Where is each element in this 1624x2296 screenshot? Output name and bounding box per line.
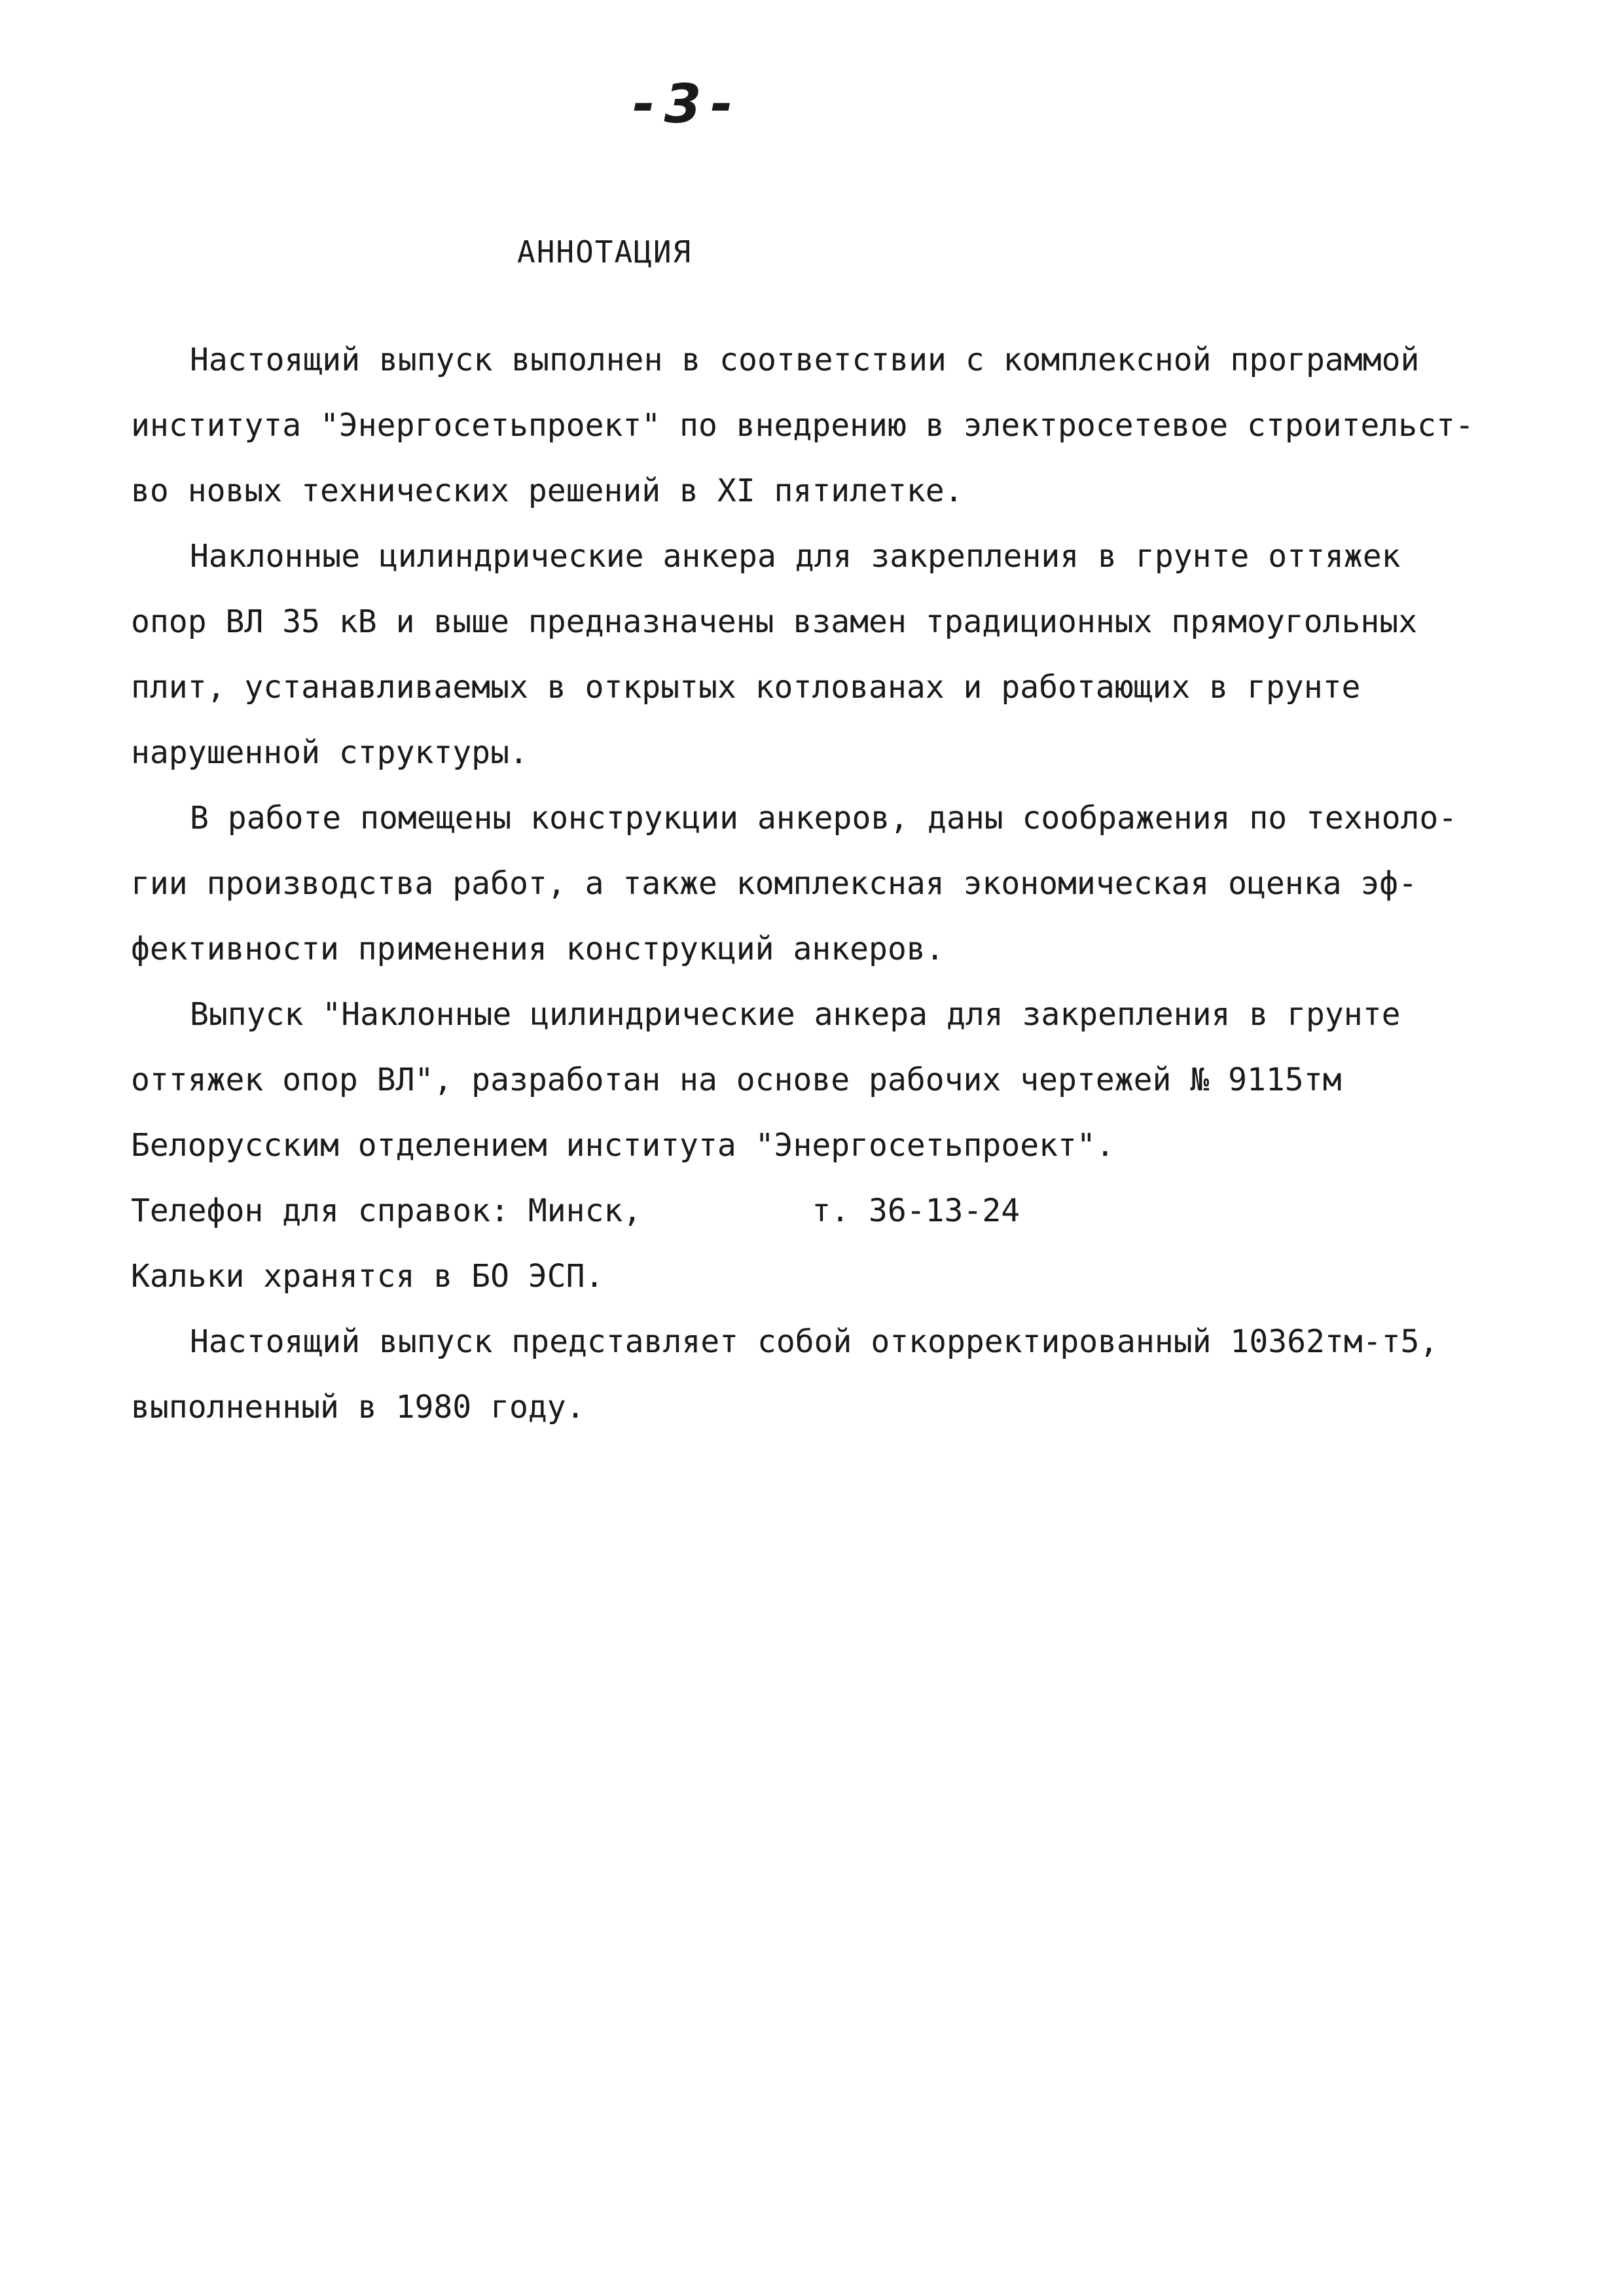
paragraph-line: во новых технических решений в XI пятилетке. (131, 473, 964, 509)
document-title: АННОТАЦИЯ (517, 234, 693, 270)
paragraph-line: В работе помещены конструкции анкеров, даны соображения по техноло- (190, 800, 1458, 836)
paragraph-line: Наклонные цилиндрические анкера для закрепления в грунте оттяжек (190, 538, 1401, 575)
paragraph-correction-note (131, 1309, 1519, 1440)
paragraph-program (131, 327, 1519, 524)
phone-line (131, 1178, 1519, 1244)
paragraph-line: Настоящий выпуск представляет собой откорректированный 10362тм-т5, (190, 1323, 1439, 1360)
paragraph-line: фективности применения конструкций анкеров. (131, 931, 945, 967)
paragraph-line: Белорусским отделением института "Энергосетьпроект". (131, 1127, 1115, 1164)
paragraph-anchors-purpose (131, 524, 1519, 785)
paragraph-line: плит, устанавливаемых в открытых котлованах и работающих в грунте (131, 669, 1361, 706)
paragraph-line: Настоящий выпуск выполнен в соответствии с комплексной программой (190, 342, 1420, 378)
contacts-block (131, 1178, 1519, 1309)
page-number: -3- (632, 73, 742, 135)
paragraph-line: опор ВЛ 35 кВ и выше предназначены взамен традиционных прямоугольных (131, 603, 1418, 640)
paragraph-line: нарушенной структуры. (131, 734, 528, 771)
phone-label: Телефон для справок: Минск, (131, 1193, 642, 1229)
paragraph-line: оттяжек опор ВЛ", разработан на основе рабочих чертежей № 9115тм (131, 1062, 1342, 1098)
paragraph-line: выполненный в 1980 году. (131, 1389, 585, 1426)
paragraph-edition-origin (131, 982, 1519, 1178)
paragraph-line: гии производства работ, а также комплексная экономическая оценка эф- (131, 865, 1418, 902)
paragraph-line: Выпуск "Наклонные цилиндрические анкера для закрепления в грунте (190, 996, 1401, 1033)
storage-line: Кальки хранятся в БО ЭСП. (131, 1258, 604, 1295)
paragraph-work-contents (131, 785, 1519, 982)
phone-number: т. 36-13-24 (812, 1193, 1020, 1229)
paragraph-line: института "Энергосетьпроект" по внедрению в электросетевое строительст- (131, 407, 1474, 444)
